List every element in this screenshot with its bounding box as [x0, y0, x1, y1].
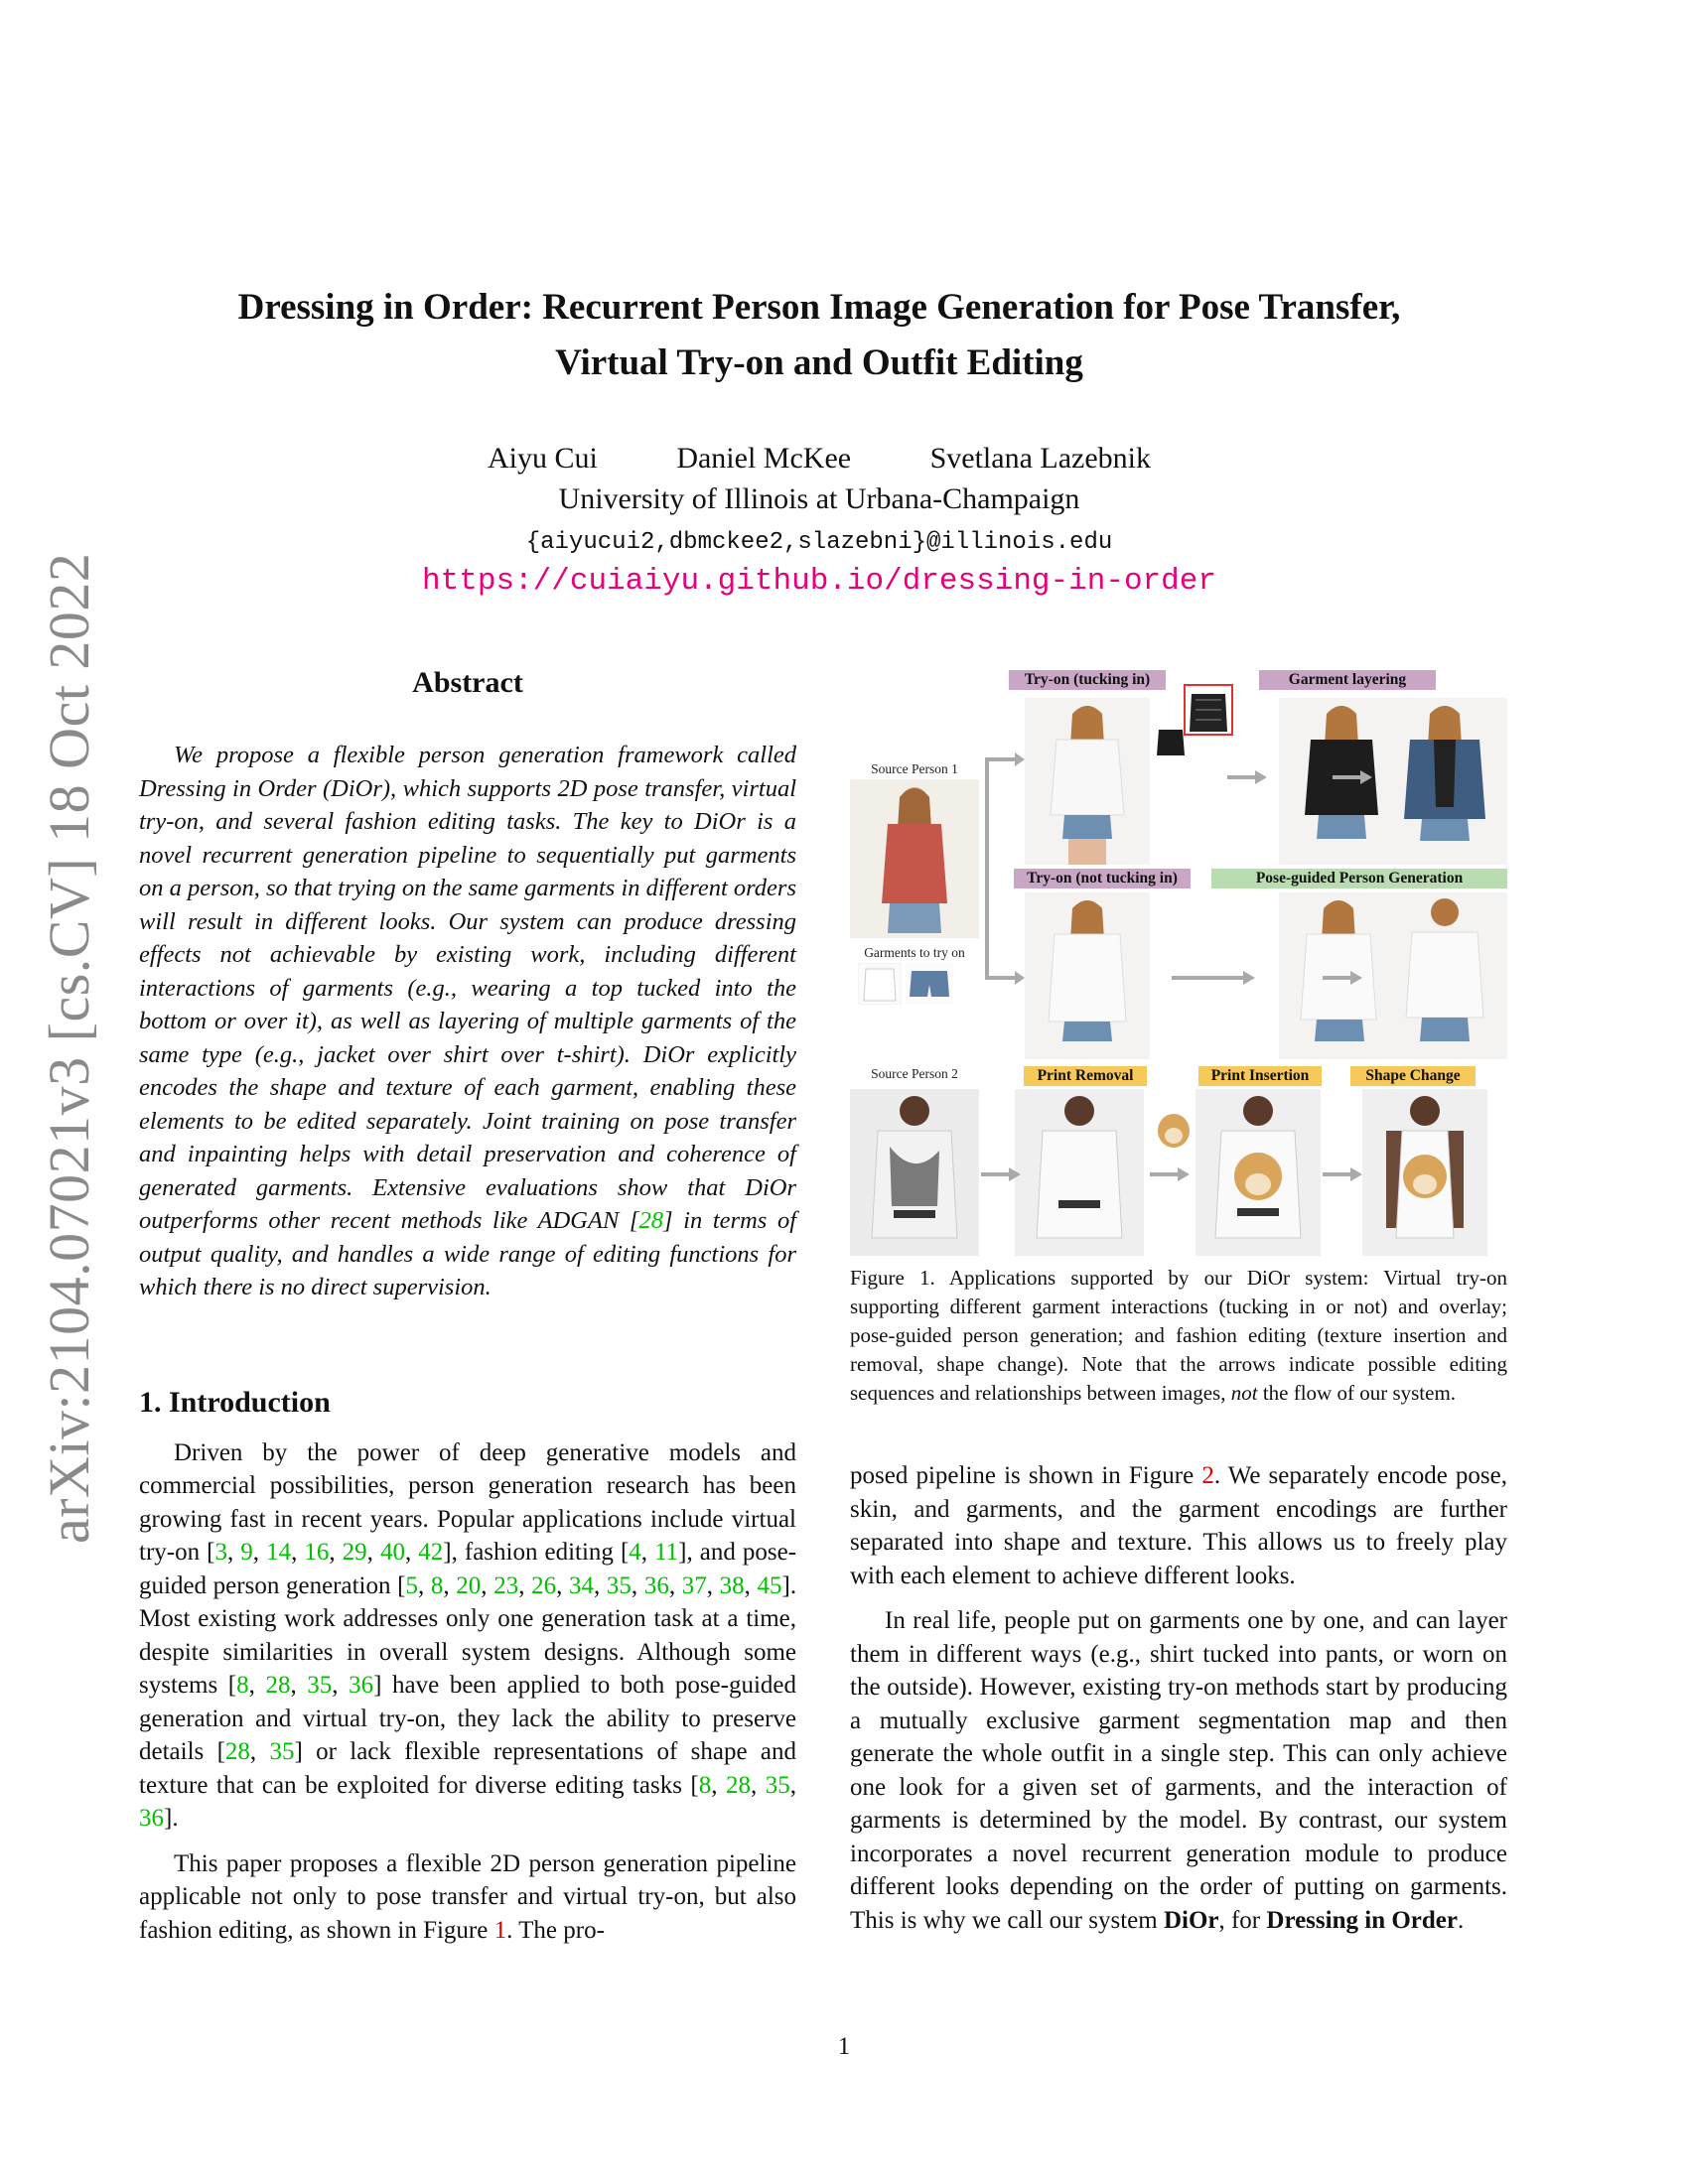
doge-print-thumb	[1154, 1107, 1194, 1151]
figure-1-caption: Figure 1. Applications supported by our DiOr system: Virtual try-on supporting different garment interactions (tucking in or not) and overlay; pose-guided person generation; and fashion editing (texture insertion and removal, shape change). Note that the arrows indicate possible editing sequences and relationships between images, not the flow of our system.	[850, 1266, 1507, 1405]
citation-link[interactable]: 42	[418, 1539, 444, 1566]
garment-layering-step2	[1382, 698, 1507, 865]
citation-link[interactable]: 9	[240, 1539, 253, 1566]
author-1: Aiyu Cui	[487, 442, 598, 475]
tag-tryon-not-tucking: Try-on (not tucking in)	[1014, 869, 1191, 888]
garment-white-shirt-thumb	[858, 963, 902, 1005]
citation-link[interactable]: 34	[569, 1571, 594, 1599]
citation-link[interactable]: 28	[224, 1738, 250, 1765]
citation-link[interactable]: 5	[405, 1571, 418, 1599]
citation-link[interactable]: 28	[638, 1207, 663, 1234]
arrow-right-icon	[1148, 1166, 1194, 1182]
citation-link[interactable]: 40	[379, 1539, 405, 1566]
citation-link[interactable]: 16	[304, 1539, 330, 1566]
label-source-person-1: Source Person 1	[871, 761, 958, 776]
citation-link[interactable]: 37	[681, 1571, 707, 1599]
source-person-1-image	[850, 779, 979, 938]
intro-paragraph-2: This paper proposes a flexible 2D person generation pipeline applicable not only to pose transfer and virtual try-on, but also fashion editing, as shown in Figure 1. The pro-	[139, 1849, 796, 1944]
citation-link[interactable]: 14	[266, 1539, 292, 1566]
print-removal-result	[1015, 1089, 1144, 1256]
intro-paragraph-2-cont: posed pipeline is shown in Figure 2. We separately encode pose, skin, and garments, and the garment encodings are further separated into shape and texture. This allows us to freely play with each element to achieve different looks.	[850, 1462, 1508, 1589]
citation-link[interactable]: 8	[698, 1771, 712, 1799]
tag-shape-change: Shape Change	[1350, 1066, 1476, 1086]
section-heading-introduction: 1. Introduction	[139, 1385, 331, 1419]
arrow-right-icon	[1321, 1166, 1366, 1182]
tag-print-insertion: Print Insertion	[1198, 1066, 1322, 1086]
citation-link[interactable]: 35	[606, 1571, 632, 1599]
citation-link[interactable]: 3	[214, 1539, 227, 1566]
arrow-right-icon	[979, 1166, 1025, 1182]
abstract-heading: Abstract	[412, 666, 523, 699]
citation-link[interactable]: 28	[726, 1771, 752, 1799]
source-person-2-image	[850, 1089, 979, 1256]
author-2: Daniel McKee	[676, 442, 852, 475]
author-list	[159, 439, 1479, 478]
left-column	[139, 663, 796, 1959]
citation-link[interactable]: 35	[269, 1738, 295, 1765]
citation-link[interactable]: 36	[643, 1571, 669, 1599]
author-emails: {aiyucui2,dbmckee2,slazebni}@illinois.edu	[525, 529, 1113, 556]
paper-title	[159, 280, 1479, 391]
author-3: Svetlana Lazebnik	[929, 442, 1152, 475]
citation-link[interactable]: 28	[265, 1672, 291, 1699]
tag-pose-guided: Pose-guided Person Generation	[1211, 869, 1507, 888]
citation-link[interactable]: 20	[456, 1571, 482, 1599]
arxiv-stamp: arXiv:2104.07021v3 [cs.CV] 18 Oct 2022	[37, 552, 101, 1544]
garment-lace-top-zoom	[1184, 684, 1233, 736]
print-insertion-result	[1196, 1089, 1321, 1256]
page-number: 1	[837, 2033, 851, 2060]
label-garments-to-try: Garments to try on	[864, 945, 965, 960]
arrow-right-icon	[1331, 769, 1376, 785]
tag-garment-layering: Garment layering	[1259, 670, 1436, 690]
citation-link[interactable]: 36	[349, 1672, 374, 1699]
intro-paragraph-3: In real life, people put on garments one by one, and can layer them in different ways (e.g., shirt tucked into pants, or worn on the outside). However, existing try-on methods start by producing a mutually exclusive garment segmentation map and then generate the whole outfit in a single step. This can only achieve one look for a given set of garments, and the interaction of garments is determined by the model. By contrast, our system incorporates a novel recurrent generation module to produce different looks depending on the order of putting on garments. This is why we call our system DiOr, for Dressing in Order.	[850, 1607, 1507, 1934]
citation-link[interactable]: 11	[654, 1539, 679, 1566]
citation-link[interactable]: 26	[531, 1571, 557, 1599]
citation-link[interactable]: 8	[430, 1571, 444, 1599]
tryon-tucking-result	[1025, 698, 1150, 865]
branch-arrow-icon	[977, 750, 1027, 998]
title-line-1: Dressing in Order: Recurrent Person Image Generation for Pose Transfer,	[237, 287, 1401, 328]
citation-link[interactable]: 29	[342, 1539, 367, 1566]
title-line-2: Virtual Try-on and Outfit Editing	[555, 342, 1083, 383]
label-source-person-2: Source Person 2	[871, 1066, 958, 1081]
citation-link[interactable]: 38	[719, 1571, 745, 1599]
project-url-link[interactable]: https://cuiaiyu.github.io/dressing-in-order	[422, 564, 1216, 599]
shape-change-result	[1362, 1089, 1487, 1256]
figure-1	[850, 670, 1507, 1258]
citation-link[interactable]: 8	[236, 1672, 249, 1699]
abstract-text: We propose a flexible person generation framework called Dressing in Order (DiOr), which supports 2D pose transfer, virtual try-on, and several fashion editing tasks. The key to DiOr is a novel recurrent generation pipeline to sequentially put garments on a person, so that trying on the same garments in different orders will result in different looks. Our system can produce dressing effects not achievable by existing work, including different interactions of garments (e.g., wearing a top tucked into the bottom or over it), as well as layering of multiple garments of the same type (e.g., jacket over shirt over t-shirt). DiOr explicitly encodes the shape and texture of each garment, enabling these elements to be edited separately. Joint training on pose transfer and inpainting helps with detail preservation and coherence of generated garments. Extensive evaluations show that DiOr outperforms other recent methods like ADGAN [28] in terms of output quality, and handles a wide range of editing functions for which there is no direct supervision.	[139, 742, 797, 1300]
arrow-right-icon	[1225, 769, 1271, 785]
citation-link[interactable]: 23	[493, 1571, 519, 1599]
citation-link[interactable]: 35	[765, 1771, 790, 1799]
right-column-text	[850, 1459, 1507, 1949]
tryon-not-tucking-result	[1025, 892, 1150, 1059]
citation-link[interactable]: 4	[629, 1539, 641, 1566]
citation-link[interactable]: 36	[139, 1805, 164, 1832]
pose-guided-result-2	[1382, 892, 1507, 1059]
figure-ref-link[interactable]: 1	[493, 1916, 507, 1944]
arrow-right-icon	[1321, 970, 1366, 986]
tag-print-removal: Print Removal	[1024, 1066, 1147, 1086]
affiliation: University of Illinois at Urbana-Champaign	[558, 482, 1080, 515]
garment-denim-shorts-thumb	[906, 963, 953, 1005]
citation-link[interactable]: 35	[307, 1672, 333, 1699]
arrow-right-icon	[1170, 970, 1259, 986]
figure-ref-link[interactable]: 2	[1201, 1462, 1214, 1489]
intro-paragraph-1: Driven by the power of deep generative models and commercial possibilities, person generation research has been growing fast in recent years. Popular applications include virtual try-on [3, 9, 14, 16, 29, 40, 42], fashion editing [4, 11], and pose-guided person generation [5, 8, 20, 23, 26, 34, 35, 36, 37, 38, 45]. Most existing work addresses only one generation task at a time, despite similarities in overall system designs. Although some systems [8, 28, 35, 36] have been applied to both pose-guided generation and virtual try-on, they lack the ability to preserve details [28, 35] or lack flexible representations of shape and texture that can be exploited for diverse editing tasks [8, 28, 35, 36].	[139, 1438, 797, 1832]
citation-link[interactable]: 45	[757, 1571, 782, 1599]
tag-tryon-tucking: Try-on (tucking in)	[1009, 670, 1166, 690]
